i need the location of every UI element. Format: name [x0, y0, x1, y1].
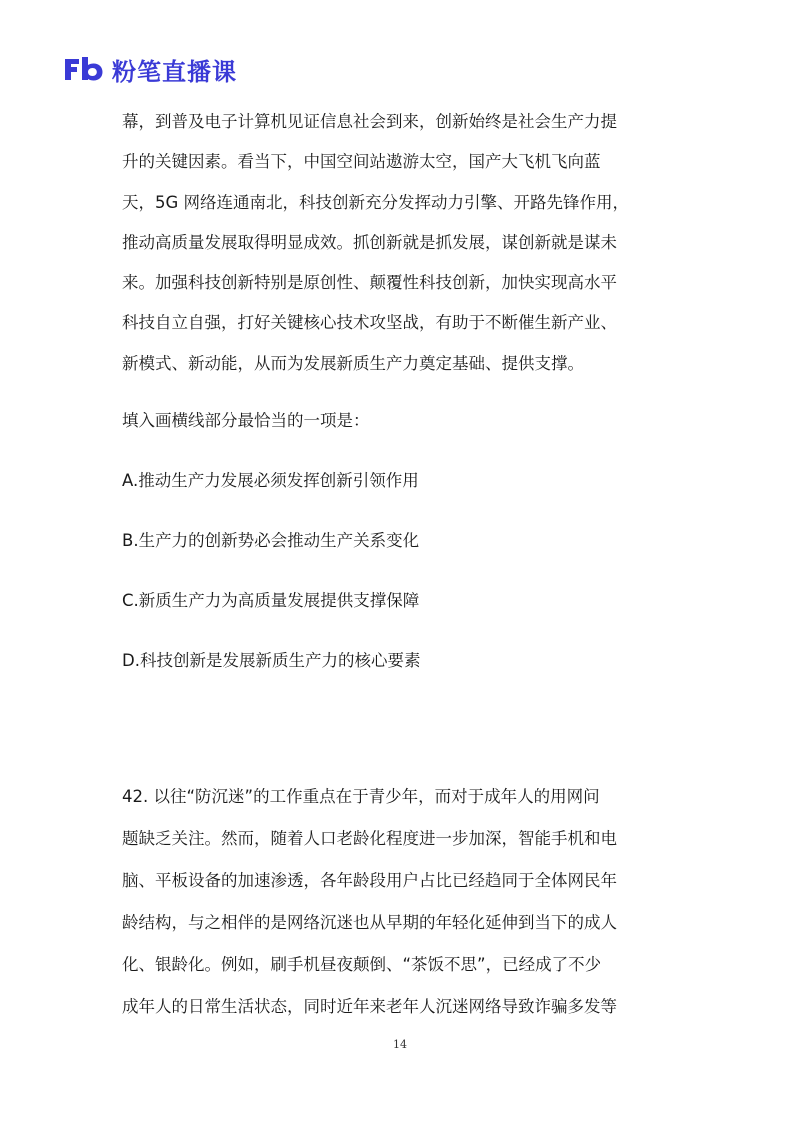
passage-line: 来。加强科技创新特别是原创性、颠覆性科技创新，加快实现高水平	[122, 273, 617, 293]
passage-line: 科技自立自强，打好关键核心技术攻坚战，有助于不断催生新产业、	[122, 313, 617, 333]
question-42-line: 题缺乏关注。然而，随着人口老龄化程度进一步加深，智能手机和电	[122, 829, 617, 848]
brand-name: 粉笔直播课	[112, 57, 237, 86]
page-header	[62, 52, 237, 86]
passage-text	[122, 102, 682, 384]
question-42-line: 42. 以往“防沉迷”的工作重点在于青少年，而对于成年人的用网问	[122, 787, 600, 806]
passage-line: 天，5G 网络连通南北，科技创新充分发挥动力引擎、开路先锋作用，	[122, 192, 630, 212]
option-a: A.推动生产力发展必须发挥创新引领作用	[122, 471, 419, 491]
question-42	[122, 776, 682, 1028]
fb-logo-icon	[62, 54, 106, 84]
question-42-line: 成年人的日常生活状态，同时近年来老年人沉迷网络导致诈骗多发等	[122, 997, 617, 1016]
option-c: C.新质生产力为高质量发展提供支撑保障	[122, 591, 420, 611]
passage-line: 新模式、新动能，从而为发展新质生产力奠定基础、提供支撑。	[122, 353, 584, 373]
passage-line: 幕，到普及电子计算机见证信息社会到来，创新始终是社会生产力提	[122, 112, 617, 131]
question-prompt: 填入画横线部分最恰当的一项是：	[122, 411, 370, 431]
page-content	[122, 102, 682, 681]
option-d: D.科技创新是发展新质生产力的核心要素	[122, 651, 421, 671]
option-b: B.生产力的创新势必会推动生产关系变化	[122, 531, 420, 551]
question-42-line: 龄结构，与之相伴的是网络沉迷也从早期的年轻化延伸到当下的成人	[122, 913, 617, 932]
question-42-line: 化、银龄化。例如，刷手机昼夜颠倒、“茶饭不思”，已经成了不少	[122, 955, 602, 974]
page-number: 14	[393, 1038, 407, 1051]
question-42-line: 脑、平板设备的加速渗透，各年龄段用户占比已经趋同于全体网民年	[122, 871, 617, 890]
passage-line: 推动高质量发展取得明显成效。抓创新就是抓发展，谋创新就是谋未	[122, 232, 617, 252]
passage-line: 升的关键因素。看当下，中国空间站遨游太空，国产大飞机飞向蓝	[122, 152, 601, 172]
